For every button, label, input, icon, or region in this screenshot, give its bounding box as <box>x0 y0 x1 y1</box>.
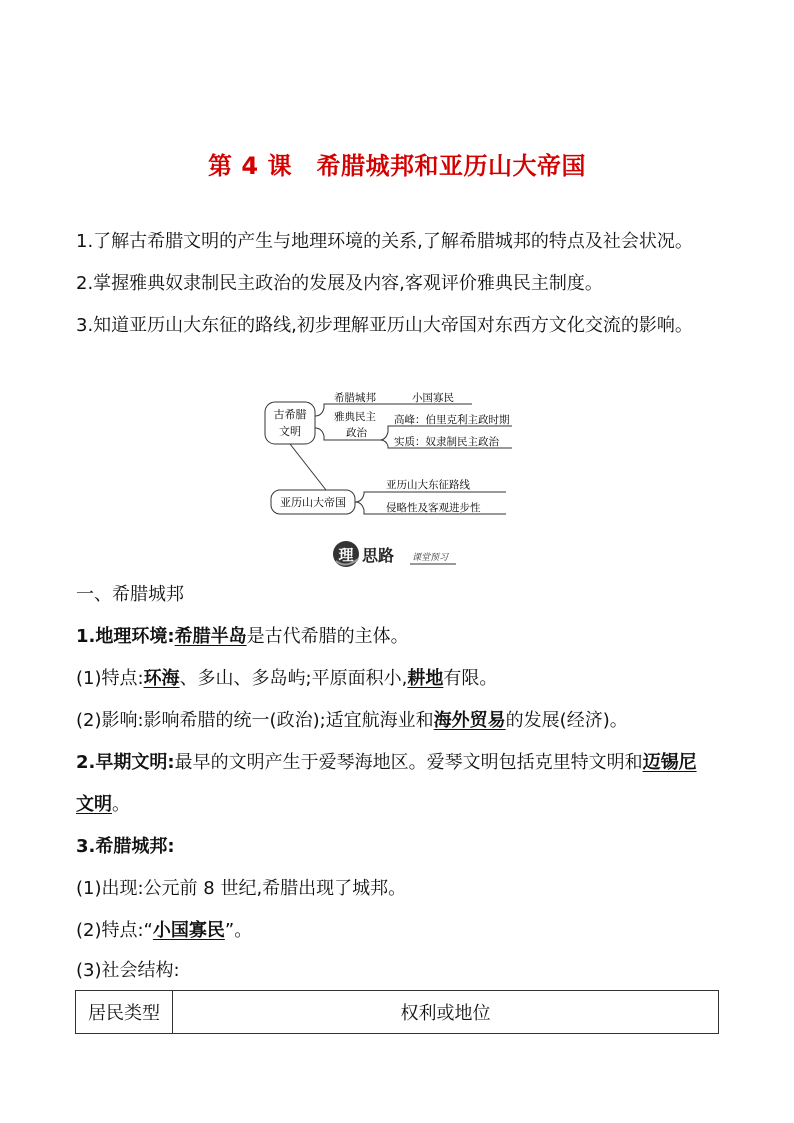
text: (2)影响:影响希腊的统一(政治);适宜航海业和 <box>76 710 434 731</box>
mindmap-branch-polis: 希腊城邦 <box>334 392 376 404</box>
mindmap-leaf-peak: 高峰：伯里克利主政时期 <box>394 414 510 426</box>
text: 的发展(经济)。 <box>505 710 628 731</box>
mindmap-leaf-small-state: 小国寡民 <box>412 392 454 404</box>
para-polis-heading: 3.希腊城邦: <box>76 836 175 857</box>
para-features <box>76 666 497 692</box>
text: 。 <box>112 794 130 815</box>
text: 有限。 <box>443 668 498 689</box>
colon: : <box>167 752 175 773</box>
text: (1)特点: <box>76 668 144 689</box>
para-early-civ-cont <box>76 792 130 818</box>
banner-char: 理 <box>338 546 354 564</box>
text: 、多山、多岛屿;平原面积小, <box>179 668 408 689</box>
banner-label: 思路 <box>362 546 395 565</box>
mindmap-leaf-route: 亚历山大东征路线 <box>386 479 470 491</box>
table-header-resident-type: 居民类型 <box>76 991 173 1034</box>
para-geography <box>76 624 409 650</box>
text: 最早的文明产生于爱琴海地区。爱琴文明包括克里特文明和 <box>174 752 643 773</box>
objective-3: 3.知道亚历山大东征的路线,初步理解亚历山大帝国对东西方文化交流的影响。 <box>76 315 693 336</box>
mindmap-leaf-nature: 侵略性及客观进步性 <box>386 502 481 514</box>
answer-small-state: 小国寡民 <box>152 920 225 941</box>
section-banner <box>332 539 462 569</box>
objective-2: 2.掌握雅典奴隶制民主政治的发展及内容,客观评价雅典民主制度。 <box>76 273 603 294</box>
mindmap-root-alexander: 亚历山大帝国 <box>280 496 346 509</box>
lesson-title: 第 4 课 希腊城邦和亚历山大帝国 <box>208 152 586 180</box>
answer-mycenae-civ: 文明 <box>76 794 112 815</box>
knowledge-mindmap <box>262 386 512 522</box>
banner-tag: 课堂预习 <box>412 553 449 563</box>
objective-1: 1.了解古希腊文明的产生与地理环境的关系,了解希腊城邦的特点及社会状况。 <box>76 231 693 252</box>
para-early-civ <box>76 750 697 776</box>
mindmap-leaf-essence: 实质：奴隶制民主政治 <box>394 436 499 448</box>
para-influence <box>76 708 628 734</box>
mindmap-root-line1: 古希腊 <box>273 408 307 421</box>
answer-farmland: 耕地 <box>407 668 444 689</box>
text: ”。 <box>224 920 253 941</box>
text: (2)特点:“ <box>76 920 153 941</box>
mindmap-root-line2: 文明 <box>279 425 301 438</box>
mindmap-branch-democracy-1: 雅典民主 <box>334 411 376 423</box>
label-geography: 1.地理环境 <box>76 626 168 647</box>
answer-sea: 环海 <box>143 668 180 689</box>
mindmap-branch-democracy-2: 政治 <box>346 427 367 439</box>
text: 是古代希腊的主体。 <box>246 626 409 647</box>
social-structure-table <box>75 990 719 1034</box>
para-polis-origin: (1)出现:公元前 8 世纪,希腊出现了城邦。 <box>76 878 407 899</box>
colon: : <box>167 626 175 647</box>
table-header-row <box>76 991 719 1034</box>
section-heading: 一、希腊城邦 <box>76 584 184 605</box>
para-social-structure: (3)社会结构: <box>76 960 180 981</box>
answer-overseas-trade: 海外贸易 <box>433 710 506 731</box>
label-early-civ: 2.早期文明 <box>76 752 168 773</box>
table-header-rights: 权利或地位 <box>173 991 719 1034</box>
answer-greek-peninsula: 希腊半岛 <box>174 626 247 647</box>
para-polis-feature <box>76 918 252 944</box>
answer-mycenae: 迈锡尼 <box>642 752 697 773</box>
